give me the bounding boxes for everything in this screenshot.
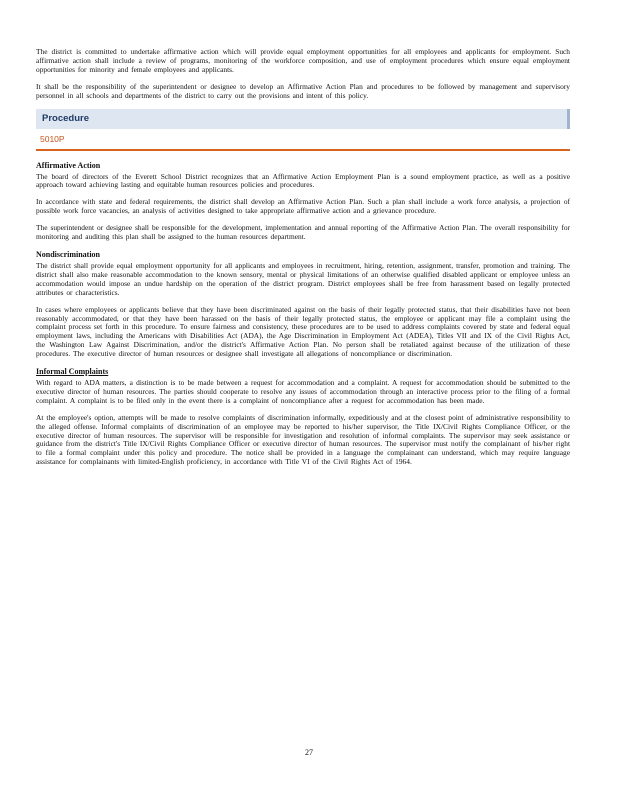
nondiscrimination-paragraph-2: In cases where employees or applicants believe that they have been discriminated against on the basis of their legally protected status, that their disabilities have not been reasonably accommodated, or that they have been harassed on the basis of their legally protected status, the employee or applicant may file a complaint using the complaint process set forth in this procedure. To ensure fairness and consistency, these procedures are to be used to address complaints covered by state and federal equal employment laws, including the Americans with Disabilities Act (ADA), the Age Discrimination in Employment Act (ADEA), Titles VII and IX of the Civil Rights Act, the Washington Law Against Discrimination, and/or the district's Affirmative Action Plan. No person shall be retaliated against because of the utilization of these procedures. The executive director of human resources or designee shall investigate all allegations of noncompliance or discrimination.	[36, 304, 570, 359]
affirmative-paragraph-3: The superintendent or designee shall be responsible for the development, implementation and annual reporting of the Affirmative Action Plan. The overall responsibility for monitoring and auditing this plan shall be assigned to the human resources department.	[36, 223, 570, 242]
procedure-title: Procedure	[42, 113, 89, 125]
informal-complaints-heading: Informal Complaints	[36, 367, 109, 377]
informal-paragraph-1: With regard to ADA matters, a distinction is to be made between a request for accommodation and a complaint. A request for accommodation should be submitted to the executive director of human resources. The parties should cooperate to resolve any issues of accommodation through an interactive process prior to the filing of a formal complaint. A complaint is to be filed only in the event there is a complaint of noncompliance after a request for accommodation has been made.	[36, 378, 570, 405]
procedure-header-bar	[36, 109, 570, 129]
affirmative-paragraph-2: In accordance with state and federal requirements, the district shall develop an Affirmative Action Plan. Such a plan shall include a work force analysis, a projection of possible work force vacancies, an analysis of activities designed to take appropriate affirmative action and a grievance procedure.	[36, 197, 570, 216]
affirmative-action-heading: Affirmative Action	[36, 160, 101, 170]
informal-paragraph-2: At the employee's option, attempts will be made to resolve complaints of discrimination informally, expeditiously and at the closest point of administrative responsibility to the alleged offense. Informal complaints of discrimination of an employee may be reported to his/her supervisor, the Title IX/Civil Rights Compliance Officer, or the executive director of human resources. The supervisor will be responsible for investigation and resolution of informal complaints. The supervisor may seek assistance or guidance from the district's Title IX/Civil Rights Compliance Officer or executive director of human resources. The supervisor must notify the complainant of his/her right to file a formal complaint under this policy and procedure. The notice shall be provided in a language the complainant can understand, which may require language assistance for complainants with limited-English proficiency, in accordance with Title VI of the Civil Rights Act of 1964.	[36, 412, 570, 467]
procedure-code: 5010P	[40, 133, 65, 144]
procedure-code-row	[36, 129, 570, 151]
intro-paragraph-1: The district is committed to undertake affirmative action which will provide equal employment opportunities for all employees and applicants for employment. Such affirmative action shall include a review of programs, monitoring of the workforce composition, and use of employment procedures which ensure equal employment opportunities for minority and female employees and applicants.	[36, 47, 570, 74]
affirmative-paragraph-1: The board of directors of the Everett School District recognizes that an Affirmative Action Employment Plan is a sound employment practice, as well as a positive approach toward achieving lasting and equitable human resources policies and procedures.	[36, 171, 570, 190]
document-content	[36, 48, 570, 475]
nondiscrimination-heading: Nondiscrimination	[36, 249, 101, 259]
intro-paragraph-2: It shall be the responsibility of the superintendent or designee to develop an Affirmative Action Plan and procedures to be followed by management and supervisory personnel in all schools and departments of the district to carry out the provisions and intent of this policy.	[36, 81, 570, 100]
nondiscrimination-paragraph-1: The district shall provide equal employment opportunity for all applicants and employees in recruitment, hiring, retention, assignment, transfer, promotion and training. The district shall also make reasonable accommodation to the known sensory, mental or physical limitations of an otherwise qualified disabled applicant or employee unless an accommodation would impose an undue hardship on the operation of the district program. District employees shall be free from harassment based on legally protected attributes or characteristics.	[36, 260, 570, 297]
page-number: 27	[305, 748, 313, 757]
